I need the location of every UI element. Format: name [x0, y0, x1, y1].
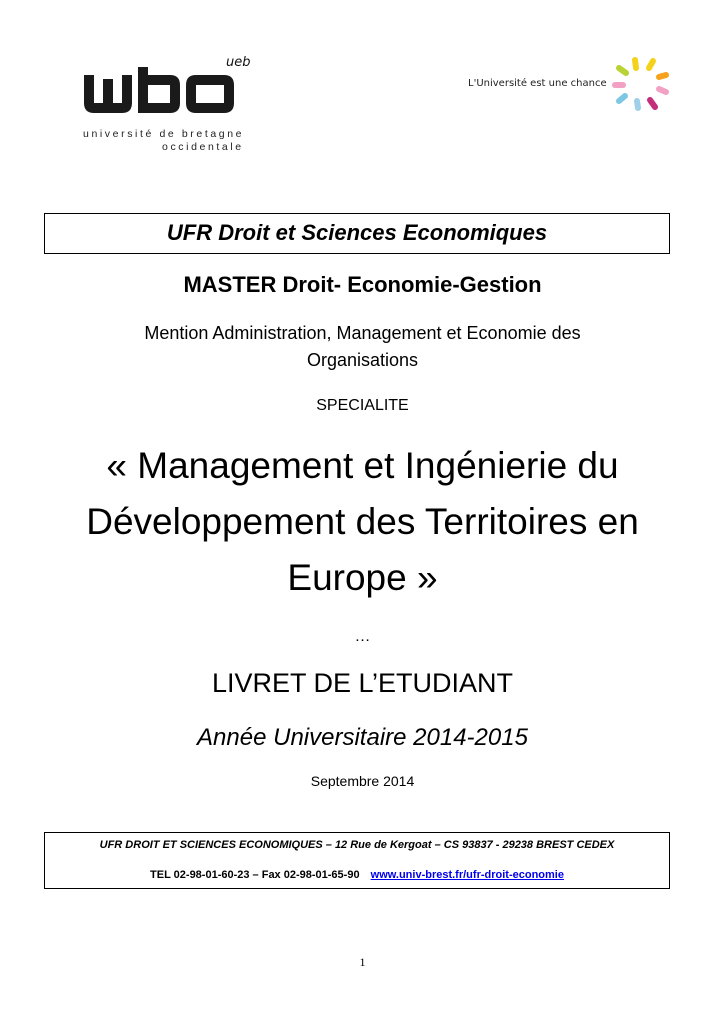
wbo-logo [78, 55, 258, 155]
main-title: « Management et Ingénierie du Développement des Territoires en Europe » [86, 445, 639, 598]
ufr-title-box [44, 213, 670, 254]
wbo-logo-mark [78, 55, 238, 125]
date-text: Septembre 2014 [310, 773, 415, 789]
master-title: MASTER Droit- Economie-Gestion [183, 272, 542, 297]
website-link[interactable]: www.univ-brest.fr/ufr-droit-economie [370, 869, 564, 881]
mention-text: Mention Administration, Management et Economie des Organisations [144, 323, 581, 370]
footer-address: UFR DROIT ET SCIENCES ECONOMIQUES – 12 Rue de Kergoat – CS 93837 - 29238 BREST CEDEX [99, 839, 615, 851]
footer-phone-line [45, 869, 669, 881]
footer-phone: TEL 02-98-01-60-23 – Fax 02-98-01-65-90 [150, 869, 360, 881]
footer-contact-box [44, 832, 670, 889]
logo-tagline-2: occidentale [162, 141, 244, 153]
specialite-label: SPECIALITE [316, 397, 409, 414]
logo-tagline: université de bretagne [83, 128, 245, 140]
ellipsis: … [354, 628, 371, 645]
slogan: L'Université est une chance [468, 78, 607, 89]
academic-year: Année Universitaire 2014-2015 [197, 724, 528, 751]
ueb-badge: ueb [226, 55, 251, 70]
sun-logo-icon [607, 55, 673, 113]
ufr-title: UFR Droit et Sciences Economiques [166, 220, 548, 245]
page-number: 1 [359, 955, 366, 969]
livret-title: LIVRET DE L’ETUDIANT [211, 668, 514, 698]
